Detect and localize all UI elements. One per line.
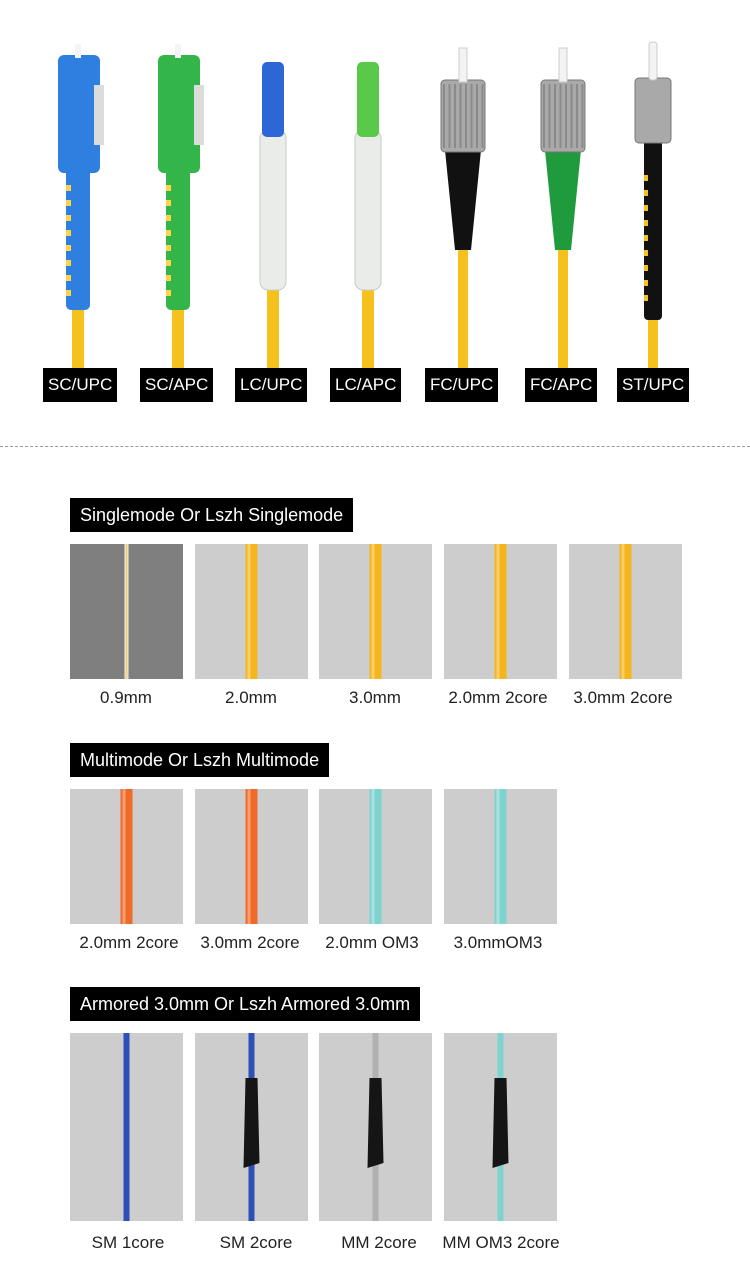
- cable-highlight: [248, 544, 251, 679]
- boot-rib: [166, 200, 171, 206]
- connector-illustration: [525, 0, 625, 420]
- heat-shrink-sleeve: [244, 1078, 260, 1168]
- cable-illustration: [319, 544, 432, 679]
- yellow-cable: [362, 280, 374, 370]
- cable-caption: 3.0mmOM3: [453, 933, 543, 952]
- connector-illustration: [40, 0, 140, 420]
- boot-rib: [66, 215, 71, 221]
- boot-rib: [166, 260, 171, 266]
- knurl-line: [560, 84, 562, 148]
- connector-label: SC/UPC: [43, 368, 117, 402]
- cable-illustration: [195, 544, 308, 679]
- cable-caption: 2.0mm 2core: [448, 688, 548, 707]
- connector-label: LC/APC: [330, 368, 401, 402]
- heat-shrink-sleeve: [368, 1078, 384, 1168]
- yellow-cable: [458, 245, 468, 370]
- connector-illustration: [615, 0, 715, 420]
- cable-jacket: [620, 544, 632, 679]
- boot-rib: [166, 185, 171, 191]
- connector-illustration: [235, 0, 335, 420]
- connector-sc-upc: [40, 0, 140, 420]
- connector-label: ST/UPC: [617, 368, 689, 402]
- ferrule-tip: [649, 42, 657, 80]
- boot-rib: [644, 235, 648, 241]
- connector-housing: [158, 55, 200, 173]
- cable-caption: 2.0mm 2core: [79, 933, 179, 952]
- cable-swatch: [195, 544, 308, 679]
- cable-illustration: [569, 544, 682, 679]
- knurl-line: [543, 84, 545, 148]
- cable-caption: SM 1core: [91, 1233, 165, 1252]
- coupling-nut: [541, 80, 585, 152]
- knurl-line: [549, 84, 551, 148]
- connector-lc-upc: [235, 0, 335, 420]
- knurl-line: [471, 84, 473, 148]
- section-title-singlemode: Singlemode Or Lszh Singlemode: [70, 498, 353, 532]
- boot-rib: [66, 185, 71, 191]
- boot-rib: [66, 260, 71, 266]
- boot-rib: [644, 220, 648, 226]
- yellow-cable: [648, 315, 658, 370]
- boot-rib: [644, 190, 648, 196]
- yellow-cable: [558, 245, 568, 370]
- cable-swatch: [70, 789, 183, 924]
- cable-caption: MM 2core: [341, 1233, 417, 1252]
- cable-highlight: [497, 544, 500, 679]
- knurl-line: [565, 84, 567, 148]
- cable-illustration: [319, 789, 432, 924]
- cable-jacket: [246, 544, 258, 679]
- connector-sc-apc: [140, 0, 240, 420]
- latch-clip: [94, 85, 104, 145]
- knurl-line: [465, 84, 467, 148]
- cable-illustration: [444, 789, 557, 924]
- cable-caption: 3.0mm 2core: [573, 688, 673, 707]
- connector-housing: [357, 62, 379, 137]
- cable-illustration: [70, 1033, 183, 1221]
- cable-illustration: [195, 789, 308, 924]
- connector-label: SC/APC: [140, 368, 213, 402]
- cable-swatch: [569, 544, 682, 679]
- cable-illustration: [195, 1033, 308, 1221]
- strain-relief-boot: [545, 150, 581, 250]
- latch-clip: [194, 85, 204, 145]
- cable-caption: 3.0mm 2core: [200, 933, 300, 952]
- cable-illustration: [70, 789, 183, 924]
- cable-swatch: [444, 1033, 557, 1221]
- cable-jacket: [495, 789, 507, 924]
- cable-caption: 2.0mm OM3: [325, 933, 419, 952]
- cable-jacket: [121, 789, 133, 924]
- cable-illustration: [319, 1033, 432, 1221]
- boot-rib: [166, 290, 171, 296]
- boot-rib: [644, 280, 648, 286]
- cable-jacket: [370, 789, 382, 924]
- boot-rib: [644, 175, 648, 181]
- section-title-armored: Armored 3.0mm Or Lszh Armored 3.0mm: [70, 987, 420, 1021]
- boot-rib: [66, 230, 71, 236]
- cable-swatch: [70, 544, 183, 679]
- connector-housing: [262, 62, 284, 137]
- connector-row: [0, 0, 750, 420]
- strain-relief-boot: [644, 140, 662, 320]
- tight-buffer-fiber: [126, 544, 128, 679]
- cable-highlight: [123, 789, 126, 924]
- cable-caption: 2.0mm: [225, 688, 277, 707]
- cable-caption: 0.9mm: [100, 688, 152, 707]
- connector-label: FC/UPC: [425, 368, 498, 402]
- knurl-line: [482, 84, 484, 148]
- boot-rib: [166, 230, 171, 236]
- connector-lc-apc: [330, 0, 430, 420]
- strain-relief-boot: [445, 150, 481, 250]
- cable-illustration: [70, 544, 183, 679]
- cable-swatch: [319, 1033, 432, 1221]
- boot-rib: [66, 290, 71, 296]
- boot-rib: [644, 265, 648, 271]
- connector-housing: [58, 55, 100, 173]
- boot-rib: [166, 245, 171, 251]
- connector-fc-upc: [425, 0, 525, 420]
- cable-illustration: [444, 544, 557, 679]
- cable-swatch: [319, 789, 432, 924]
- cable-highlight: [622, 544, 625, 679]
- strain-relief-boot: [355, 130, 381, 290]
- connector-st-upc: [615, 0, 715, 420]
- strain-relief-boot: [260, 130, 286, 290]
- cable-swatch: [444, 789, 557, 924]
- connector-illustration: [330, 0, 430, 420]
- ferrule-tip: [175, 44, 181, 58]
- connector-illustration: [140, 0, 240, 420]
- cable-highlight: [372, 789, 375, 924]
- connector-label: LC/UPC: [235, 368, 307, 402]
- heat-shrink-sleeve: [493, 1078, 509, 1168]
- knurl-line: [443, 84, 445, 148]
- cable-swatch: [195, 789, 308, 924]
- cable-jacket: [246, 789, 258, 924]
- cable-highlight: [497, 789, 500, 924]
- boot-rib: [644, 295, 648, 301]
- section-title-multimode: Multimode Or Lszh Multimode: [70, 743, 329, 777]
- cable-jacket: [495, 544, 507, 679]
- knurl-line: [582, 84, 584, 148]
- boot-rib: [166, 275, 171, 281]
- cable-swatch: [319, 544, 432, 679]
- cable-highlight: [248, 789, 251, 924]
- cable-highlight: [372, 544, 375, 679]
- cable-caption: MM OM3 2core: [442, 1233, 560, 1252]
- cable-swatch: [70, 1033, 183, 1221]
- boot-rib: [644, 250, 648, 256]
- yellow-cable: [267, 280, 279, 370]
- knurl-line: [476, 84, 478, 148]
- connector-label: FC/APC: [525, 368, 597, 402]
- cable-jacket: [370, 544, 382, 679]
- cable-illustration: [444, 1033, 557, 1221]
- knurl-line: [554, 84, 556, 148]
- cable-swatch: [195, 1033, 308, 1221]
- cable-caption: SM 2core: [219, 1233, 293, 1252]
- boot-rib: [644, 205, 648, 211]
- ferrule-tip: [75, 44, 81, 58]
- armored-cable: [124, 1033, 130, 1221]
- knurl-line: [576, 84, 578, 148]
- boot-rib: [66, 275, 71, 281]
- knurl-line: [454, 84, 456, 148]
- cable-caption: 3.0mm: [349, 688, 401, 707]
- boot-rib: [66, 200, 71, 206]
- boot-rib: [66, 245, 71, 251]
- knurl-line: [571, 84, 573, 148]
- ferrule-tip: [559, 48, 567, 82]
- boot-rib: [166, 215, 171, 221]
- cable-swatch: [444, 544, 557, 679]
- connector-fc-apc: [525, 0, 625, 420]
- coupling-nut: [441, 80, 485, 152]
- knurl-line: [460, 84, 462, 148]
- bayonet-body: [635, 78, 671, 143]
- dashed-divider: [0, 446, 750, 447]
- knurl-line: [449, 84, 451, 148]
- ferrule-tip: [459, 48, 467, 82]
- connector-illustration: [425, 0, 525, 420]
